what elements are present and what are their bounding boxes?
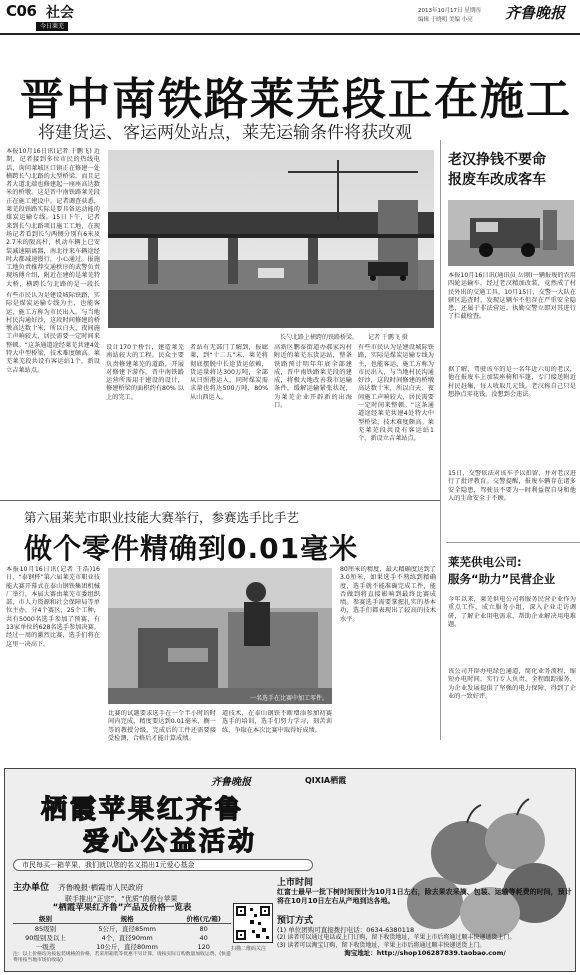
date-line: 2013年10月17日 星期四 (418, 8, 481, 14)
second-col2: 比赛的试题要求选手在一个半小时的时间内完成，精度要达到0.01毫米，搁一等的教授分级，完成后的工件还需要接受检测，合格后才能计算成绩。 (108, 710, 216, 742)
ad-order-3: (3) 读者可以淘宝订购，留下收货地址，苹果上市后将通过顺丰快递送货上门。 (277, 941, 486, 949)
subsection-tag: 今日莱芜 (36, 22, 68, 31)
ad-co-organizer: 联手推出“正宗”、“优质”的烟台苹果 (65, 895, 178, 903)
page-code: C06 (6, 2, 37, 20)
side2-title-line2: 服务“助力”民营企业 (448, 572, 556, 586)
main-article-col3: 设计170个桥台，建造莱芜南站较大的工程。民众主要负责修建莱芜的道路，开展对修建下游作。晋中南铁路运营所需用于建设的设计，修建桥梁的面积约有80% 以上的完工。 (106, 344, 184, 401)
price-cell: 80 (199, 924, 208, 933)
price-cell: 120 (197, 942, 210, 951)
ad-time-label: 上市时间 (277, 878, 314, 888)
ad-order (277, 913, 573, 957)
side-divider (446, 542, 580, 543)
price-cell: 40 (199, 933, 208, 942)
old-car-photo (448, 200, 574, 266)
paper-logo: 齐鲁晚报 (505, 4, 566, 22)
section-rule (0, 500, 440, 501)
side-article-1-body2: 据了解，驾驶该车的是一名年近六旬的老汉，他在报废车上加装座椅和车篷，专门接送附近村民赶集，每人收取几元钱。老汉称自己只是想挣点零花钱，没想到会违法。 (448, 366, 576, 398)
side2-title-line1: 莱芜供电公司: (448, 555, 522, 569)
second-col3: 道技术，在泰山钢铁不断增添参加初赛选手的培训，选手们努力学习，刻苦训练，争取在本次比赛中取得好成绩。 (222, 710, 332, 734)
price-cell: 10公斤，直径80mm (96, 943, 158, 951)
second-col1: 本报10月16日讯(记者 王浩)16日，“泰钢杯”第六届莱芜市职业技能大赛开幕式在泰山钢铁集团机械厂举行，本届大赛由莱芜市委组织部、市人力资源和社会保障局等单位主办，分4个赛区，25个工种，共有5000名选手参加了预赛，有13家单位的628名选手参加决赛。经过一周的激烈比赛，选手们将在这里一决高下。 (6, 566, 100, 648)
price-header-price: 价格(元/箱) (176, 914, 231, 924)
main-headline: 晋中南铁路莱芜段正在施工 (20, 74, 572, 125)
side-title-line1: 老汉挣钱不要命 (448, 152, 546, 168)
main-photo-caption (280, 332, 408, 341)
price-table-title: “栖霞苹果红齐鲁”产品及价格一览表 (52, 903, 192, 913)
qr-caption: 扫描二维码关注 (231, 946, 267, 952)
side-article-1-title (448, 150, 578, 190)
ad-sponsor-logo: 齐鲁晚报 (211, 777, 251, 788)
price-cell: 85级别 (34, 925, 57, 933)
masthead-rule (0, 33, 580, 35)
second-headline: 做个零件精确到0.01毫米 (24, 532, 359, 565)
section-title: 社会 (46, 5, 74, 21)
price-cell: 90级别及以上 (25, 934, 66, 942)
ad-order-label: 预订方式 (277, 916, 314, 926)
main-article-col5: 高新区鹏泰街道办郝家沟村附近的莱芜东货运站，整条铁路预计明年年底全部建成，晋中南铁路莱芜段的建成，将极大地改善我市运输条件，缓解运输紧张状况，为莱芜企业开辟新的出海口。 (274, 344, 352, 410)
competition-photo-caption: 一名选手在比赛中加工零件。 (249, 695, 328, 702)
ad-price-table (13, 901, 231, 964)
price-header-level: 级别 (13, 914, 78, 924)
side-article-2-body2: 该公司开辟办电绿色通道，简化业务流程，缩短办电时间，实行专人负责、全程跟踪服务，为企业发展提供了坚强的电力保障，得到了企业的一致好评。 (448, 668, 576, 700)
ad-slogan-bar (13, 859, 313, 871)
price-cell: 4个，直径90mm (101, 934, 153, 942)
side-article-2-title (448, 554, 578, 588)
price-header-spec: 规格 (78, 914, 176, 924)
main-article-col1b: 有些市民认为是建设城际铁路，实际是煤炭运输专线为主，也能客运，施工方称为市民出入，与当地村民沟通好沙，这段时间修建的桥墩高达数十米，所以白天、夜间施工声响较大，居民需要一定时间来整顿。“这条通道途经莱芜共建4处特大中型桥梁，技术难度颇高。莱芜莱芜段共设有客运站1个，新设立吉莱站点。 (6, 292, 100, 374)
ad-slogan: 市民每买一箱苹果，我们就以您的名义捐出1元爱心基金 (22, 861, 195, 869)
apple-ad (4, 768, 576, 972)
ad-organizer (13, 875, 253, 904)
ad-organizer-text: 齐鲁晚报·栖霞市人民政府 (58, 883, 143, 892)
table-row (13, 924, 231, 934)
table-row (13, 942, 231, 951)
price-cell: 5公斤，直径85mm (98, 925, 156, 933)
ad-title-line2: 爱心公益活动 (83, 827, 258, 857)
side-article-2-body: 今年以来，莱芜供电公司将服务民营企业作为重点工作，成立服务小组，深入企业走访调研，了解企业用电需求，帮助企业解决用电难题。 (448, 596, 576, 628)
ad-title-line1: 栖霞苹果红齐鲁 (41, 795, 245, 825)
ad-time (277, 875, 573, 906)
main-article-col4: 者站有无部门了解到，报廊莱，到“十二五”末，莱芜将彻底摆脱中长途货运依赖，货运量将达300万吨，全部从日照港运入，同时煤炭需求量也将达500万吨，80%从山西运入。 (190, 344, 268, 401)
second-col4: 80厘米的精度，最大精确度达到了3.0厘米，如果选手不熟练到精确度，选手就不能准确完成工件，能否做到将直接影响到最终比赛成绩。参赛选手需要掌握扎实的基本功，选手们都表现出了较高的技术水平。 (340, 566, 436, 623)
ad-organizer-label: 主办单位 (13, 883, 50, 893)
price-table-grid (13, 914, 231, 951)
column-divider (440, 140, 441, 740)
main-article-col1: 本报10月16日讯(记者 于鹏飞) 近期，记者接到多位市民的热线电话，询问莱城区口镇正在修建一处横跨长勺北路的大型桥梁，而且记者大道北端也修建起一座座高达数米的桥墩。这是晋中南铁路莱芜段正在施工建设中。记者调查获悉，莱芜段铁路实际是要具备运动能的煤炭运输专线。15日下午，记者来到长勺北路项目施工工地，在现场记者看到长勺两侧分别有6米及2.7米的限高杆，机动车辆上已安装减速隔离器，南北往来车辆途经时大都减速慢行，小心通过。报施工地负责推荐交通秩序的武警负责现场傅介绍，附近在建的是莱芜特大桥，横跨长勺北路的是一段长 (6, 148, 100, 288)
main-subheadline: 将建货运、客运两处站点，莱芜运输条件将获改观 (38, 123, 412, 143)
railway-bridge-photo (108, 150, 434, 328)
editors-line: 编辑 于晓明 美编 小亮 (418, 17, 473, 23)
main-article-col6: 有些市民认为是建设城际铁路，实际是煤炭运输专线为主，也能客运，施工方称为市民出入，与当地村民沟通好沙，这段时间修建的桥墩高达数十米，所以白天、夜间施工声响较大，居民需要一定时间来整顿。“这条通道途经莱芜共建4处特大中型桥梁，技术难度颇高。莱芜莱芜段共设有客运站1个，新设立吉莱站点。 (358, 344, 434, 443)
table-row (13, 933, 231, 942)
price-cell: 一级蒸 (35, 943, 56, 951)
ad-order-1: (1) 单位团购可直接拨打电话：0634-6380118 (277, 926, 415, 934)
ad-note: 注：以上价格均为按包装规格的价格，若采用箱装等优惠不另计算，请按实际订购数量加收运费。(快递费用按当地市场价收取) (13, 952, 231, 963)
ad-time-text: 红富士最早一批下树时间预计为10月1日左右，除去果农采摘、包装、运输等耗费的时间，预计将在10月10日左右从产地到达各地。 (277, 888, 572, 905)
ad-order-2: (2) 读者可以通过电话或上门订购，留下收货地址，苹果上市后将通过顺丰快递送货上门。 (277, 934, 516, 941)
side-article-1-body: 本报10月16日讯(通讯员 岳刚)一辆报废的农用四轮运输车，经过老汉精加改装，竟然成了村民外出的交通工具。10月15日，交警一大队在辖区巡查时，发现这辆车不但存在严重安全隐患，还属于非法营运。执勤交警立即对其进行了拦截检查。 (448, 272, 576, 321)
qr-code (233, 903, 273, 943)
ad-taobao-link[interactable]: 淘宝地址：http://shop106287839.taobao.com/ (344, 949, 506, 957)
second-kicker: 第六届莱芜市职业技能大赛举行，参赛选手比手艺 (24, 510, 300, 525)
competition-photo (108, 568, 332, 704)
ad-partner-logo: QIXIA栖霞 (305, 776, 347, 785)
photo-caption-text: 长勺北路上横跨的铁路桥梁。 (280, 334, 359, 341)
photo-credit: 记者 于鹏飞 摄 (367, 334, 408, 341)
side-title-line2: 报废车改成客车 (448, 172, 546, 188)
side-article-1-body3: 15日，交警依法对该车予以扣留，并对老汉进行了批评教育。交警提醒，报废车辆存在诸多安全隐患，驾驶员不要为一时利益置自身和他人的生命安全于不顾。 (448, 470, 576, 502)
masthead (0, 0, 580, 32)
